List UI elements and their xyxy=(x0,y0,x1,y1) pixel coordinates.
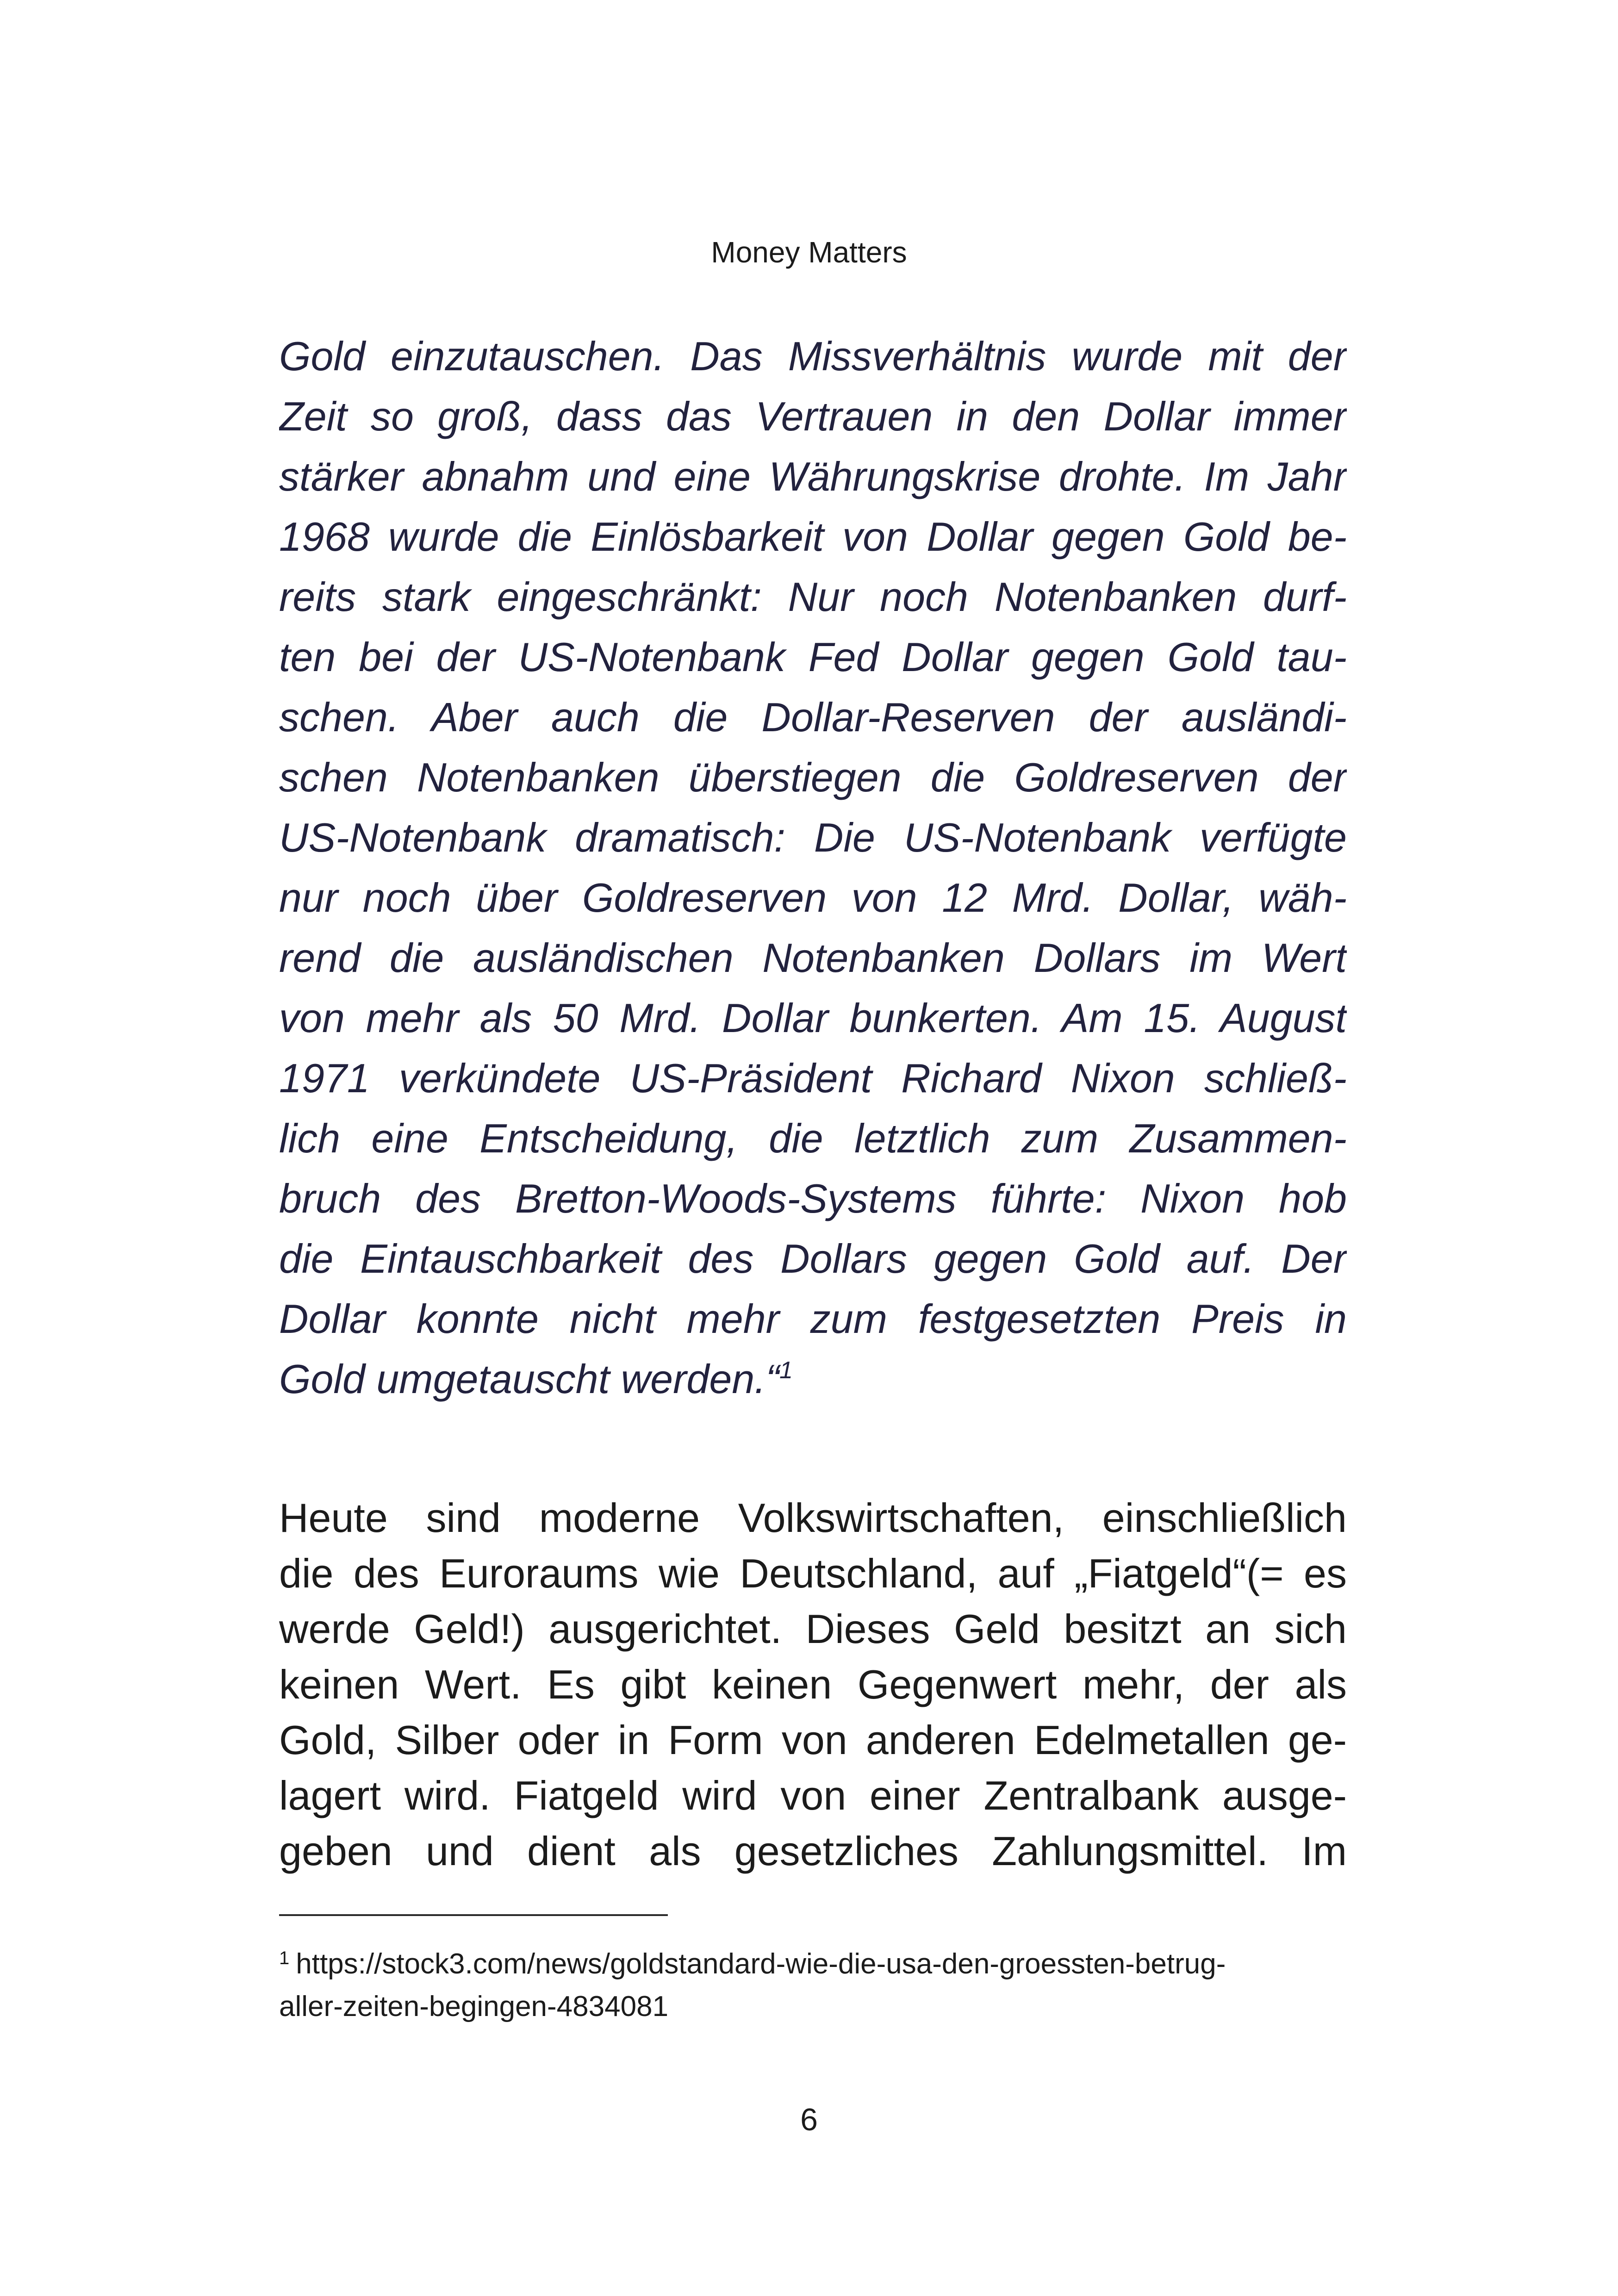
quote-line: 1971 verkündete US-Präsident Richard Nixon schließ- xyxy=(279,1055,1347,1101)
quote-line: lich eine Entscheidung, die letztlich zum Zusammen- xyxy=(279,1115,1347,1161)
quote-line: stärker abnahm und eine Währungskrise drohte. Im Jahr xyxy=(279,454,1347,499)
footnote-reference[interactable]: 1 xyxy=(779,1357,793,1384)
quote-line: ten bei der US-Notenbank Fed Dollar gegen Gold tau- xyxy=(279,634,1347,680)
quote-line: Gold einzutauschen. Das Missverhältnis wurde mit der xyxy=(279,333,1347,379)
quote-line: rend die ausländischen Notenbanken Dollars im Wert xyxy=(279,935,1347,981)
quote-line: von mehr als 50 Mrd. Dollar bunkerten. Am 15. August xyxy=(279,995,1347,1041)
quote-line: Dollar konnte nicht mehr zum festgesetzten Preis in xyxy=(279,1296,1347,1342)
quote-line: nur noch über Goldreserven von 12 Mrd. Dollar, wäh- xyxy=(279,875,1347,921)
body-line: geben und dient als gesetzliches Zahlungsmittel. Im xyxy=(279,1828,1347,1874)
quote-line: reits stark eingeschränkt: Nur noch Notenbanken durf- xyxy=(279,574,1347,620)
footnote-number: 1 xyxy=(279,1948,290,1968)
quote-line: 1968 wurde die Einlösbarkeit von Dollar gegen Gold be- xyxy=(279,514,1347,560)
body-paragraph xyxy=(279,1490,1347,1879)
body-line: werde Geld!) ausgerichtet. Dieses Geld besitzt an sich xyxy=(279,1606,1347,1652)
footnote xyxy=(279,1943,1347,2028)
footnote-url-part1[interactable]: https://stock3.com/news/goldstandard-wie-die-usa-den-groessten-betrug- xyxy=(296,1948,1226,1980)
quote-last-line xyxy=(279,1349,1347,1409)
body-line: lagert wird. Fiatgeld wird von einer Zentralbank ausge- xyxy=(279,1773,1347,1818)
running-title: Money Matters xyxy=(711,236,907,269)
body-line: keinen Wert. Es gibt keinen Gegenwert mehr, der als xyxy=(279,1661,1347,1707)
body-line: die des Euroraums wie Deutschland, auf „Fiatgeld“(= es xyxy=(279,1550,1347,1596)
footnote-url-part2[interactable]: aller-zeiten-begingen-4834081 xyxy=(279,1991,669,2022)
footnote-divider xyxy=(279,1914,668,1916)
quote-line: Zeit so groß, dass das Vertrauen in den Dollar immer xyxy=(279,393,1347,439)
quote-last-line-text: Gold umgetauscht werden.“ xyxy=(279,1356,780,1402)
page-number: 6 xyxy=(800,2102,818,2137)
quote-line: bruch des Bretton-Woods-Systems führte: Nixon hob xyxy=(279,1176,1347,1221)
quote-line: schen Notenbanken überstiegen die Goldreserven der xyxy=(279,754,1347,800)
quote-line: schen. Aber auch die Dollar-Reserven der ausländi- xyxy=(279,694,1347,740)
body-line: Heute sind moderne Volkswirtschaften, einschließlich xyxy=(279,1495,1347,1541)
footnote-line xyxy=(279,1943,1347,1985)
block-quote xyxy=(279,326,1347,1409)
quote-line: US-Notenbank dramatisch: Die US-Notenbank verfügte xyxy=(279,815,1347,860)
quote-line: die Eintauschbarkeit des Dollars gegen Gold auf. Der xyxy=(279,1236,1347,1282)
body-line: Gold, Silber oder in Form von anderen Edelmetallen ge- xyxy=(279,1717,1347,1763)
